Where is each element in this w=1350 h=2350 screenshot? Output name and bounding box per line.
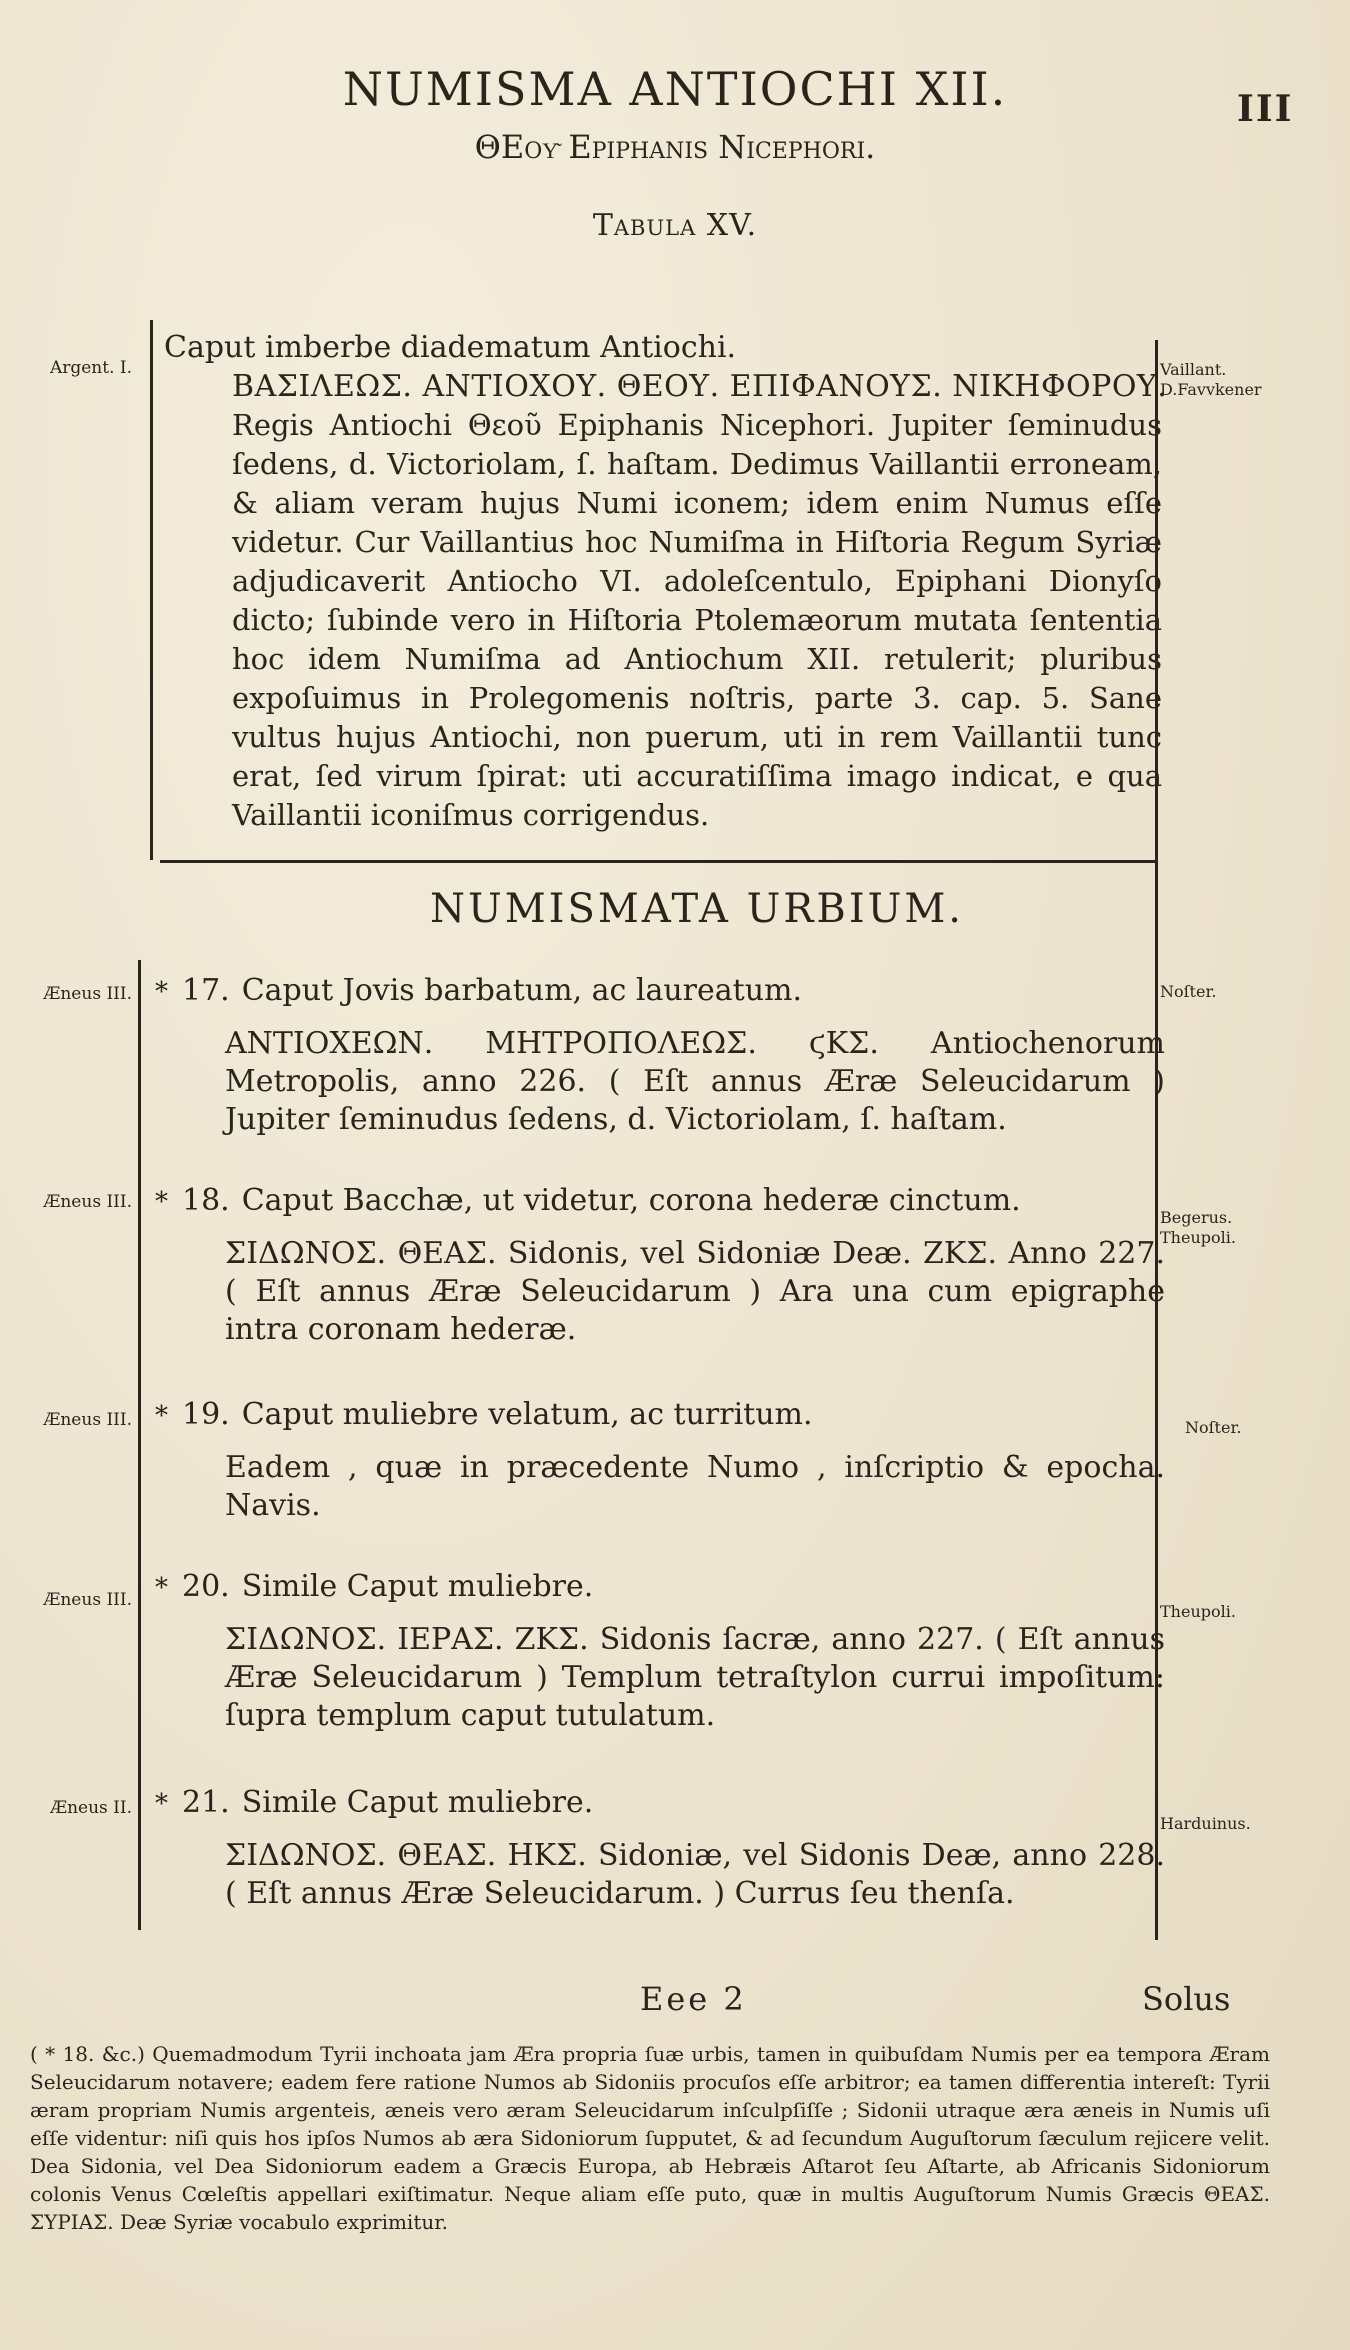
footnote: ( * 18. &c.) Quemadmodum Tyrii inchoata jam Æra propria ſuæ urbis, tamen in quibuſdam Numis per ea tempora Æram Seleucidarum notavere; eadem fere ratione Numos ab Sidoniis procuſos eſſe arbitror; ea tamen differentia intereſt: Tyrii æram propriam Numis argenteis, æneis vero æram Seleucidarum inſculpſiſſe ; Sidonii utraque æra æneis in Numis uſi eſſe videntur: niſi quis hos ipſos Numos ab æra Sidoniorum ſupputet, & ad ſecundum Auguſtorum ſæculum rejicere velit. Dea Sidonia, vel Dea Sidoniorum eadem a Græcis Europa, ab Hebræis Aſtarot ſeu Aſtarte, ab Africanis Sidoniorum colonis Venus Cœleſtis appellari exiſtimatur. Neque aliam eſſe puto, quæ in multis Auguſtorum Numis Græcis ΘΕΑΣ. ΣΥΡΙΑΣ. Deæ Syriæ vocabulo exprimitur. [30,2042,1270,2234]
entry-description: ΣΙΔΩΝΟΣ. ΘΕΑΣ. ΗΚΣ. Sidoniæ, vel Sidonis Deæ, anno 228. ( Eſt annus Æræ Seleucidarum. ) Currus ſeu thenſa. [225,1838,1165,1911]
page-subtitle: ΘΕοῦ Epiphanis Nicephori. [474,128,876,166]
entry-head [155,1784,1165,1823]
entry-19-left-margin: Æneus III. [43,1410,132,1430]
right-margin-line: D.Favvkener [1160,380,1262,399]
entry-18-left-margin: Æneus III. [43,1192,132,1212]
entry-head [155,1568,1165,1607]
main-entry-right-margin [1160,360,1310,400]
asterisk-icon: * [155,1401,168,1431]
entry-20-right-margin: Theupoli. [1160,1602,1236,1621]
entry-17 [155,972,1165,1139]
main-entry-head: Caput imberbe diadematum Antiochi. [164,330,737,365]
entry-head-text: Caput muliebre velatum, ac turritum. [241,1397,813,1432]
entry-17-right-margin: Noſter. [1160,982,1217,1001]
main-entry-description: Regis Antiochi Θεοῦ Epiphanis Nicephori. Jupiter ſeminudus ſedens, d. Victoriolam, ſ. haſtam. Dedimus Vaillantii erroneam, & aliam veram hujus Numi iconem; idem enim Numus eſſe videtur. Cur Vaillantius hoc Numiſma in Hiſtoria Regum Syriæ adjudicaverit Antiocho VI. adoleſcentulo, Epiphani Dionyſo dicto; ſubinde vero in Hiſtoria Ptolemæorum mutata ſententia hoc idem Numiſma ad Antiochum XII. retulerit; pluribus expoſuimus in Prolegomenis noſtris, parte 3. cap. 5. Sane vultus hujus Antiochi, non puerum, uti in rem Vaillantii tunc erat, ſed virum ſpirat: uti accuratiſſima imago indicat, e qua Vaillantii iconiſmus corrigendus. [232,408,1162,832]
entry-head [155,1396,1165,1435]
asterisk-icon: * [155,1187,168,1217]
entry-description: ΑΝΤΙΟΧΕΩΝ. ΜΗΤΡΟΠΟΛΕΩΣ. ϛΚΣ. Antiochenorum Metropolis, anno 226. ( Eſt annus Æræ Seleucidarum ) Jupiter ſeminudus ſedens, d. Victoriolam, ſ. haſtam. [225,1026,1165,1137]
entry-number: 17. [182,973,230,1008]
entry-17-left-margin: Æneus III. [43,984,132,1004]
entry-number: 21. [182,1785,230,1820]
asterisk-icon: * [155,1789,168,1819]
asterisk-icon: * [155,1573,168,1603]
main-entry-left-margin: Argent. I. [49,358,132,378]
right-margin-line: Vaillant. [1160,360,1227,379]
left-rule-top [150,320,153,860]
page-title: NUMISMA ANTIOCHI XII. [342,62,1008,116]
entry-21-right-margin: Harduinus. [1160,1814,1251,1833]
entry-18 [155,1182,1165,1349]
entry-head-text: Simile Caput muliebre. [241,1569,594,1604]
main-entry-legend: ΒΑΣΙΛΕΩΣ. ΑΝΤΙΟΧΟΥ. ΘΕΟΥ. ΕΠΙΦΑΝΟΥΣ. ΝΙΚΗΦΟΡΟΥ. [232,369,1168,404]
entry-21-left-margin: Æneus II. [50,1798,132,1818]
entry-20 [155,1568,1165,1735]
entry-19 [155,1396,1165,1525]
asterisk-icon: * [155,977,168,1007]
entry-description: Eadem , quæ in præcedente Numo , inſcriptio & epocha. Navis. [225,1450,1165,1523]
entry-20-left-margin: Æneus III. [43,1590,132,1610]
section-title: NUMISMATA URBIUM. [429,886,965,932]
signature-mark: Eee 2 [640,1980,747,2018]
entry-number: 18. [182,1183,230,1218]
catchword: Solus [1142,1980,1231,2018]
entry-head-text: Caput Bacchæ, ut videtur, corona hederæ cinctum. [241,1183,1021,1218]
page-number: III [1237,88,1294,130]
main-entry-text [164,328,1168,835]
entry-number: 20. [182,1569,230,1604]
entry-19-right-margin: Noſter. [1185,1418,1242,1437]
entry-description: ΣΙΔΩΝΟΣ. ΘΕΑΣ. Sidonis, vel Sidoniæ Deæ. ΖΚΣ. Anno 227. ( Eſt annus Æræ Seleucidarum ) Ara una cum epigraphe intra coronam hederæ. [225,1236,1165,1347]
left-rule-bottom [138,960,141,1930]
table-label: Tabula XV. [592,208,758,243]
entry-number: 19. [182,1397,230,1432]
entry-head [155,1182,1165,1221]
entry-head-text: Simile Caput muliebre. [241,1785,594,1820]
entry-head-text: Caput Jovis barbatum, ac laureatum. [241,973,803,1008]
entry-18-right-margin: Begerus. Theupoli. [1160,1208,1236,1247]
entry-head [155,972,1165,1011]
entry-description: ΣΙΔΩΝΟΣ. ΙΕΡΑΣ. ΖΚΣ. Sidonis ſacræ, anno 227. ( Eſt annus Æræ Seleucidarum ) Templum tetraſtylon currui impoſitum: ſupra templum caput tutulatum. [225,1622,1165,1733]
entry-21 [155,1784,1165,1913]
section-divider [160,860,1158,863]
